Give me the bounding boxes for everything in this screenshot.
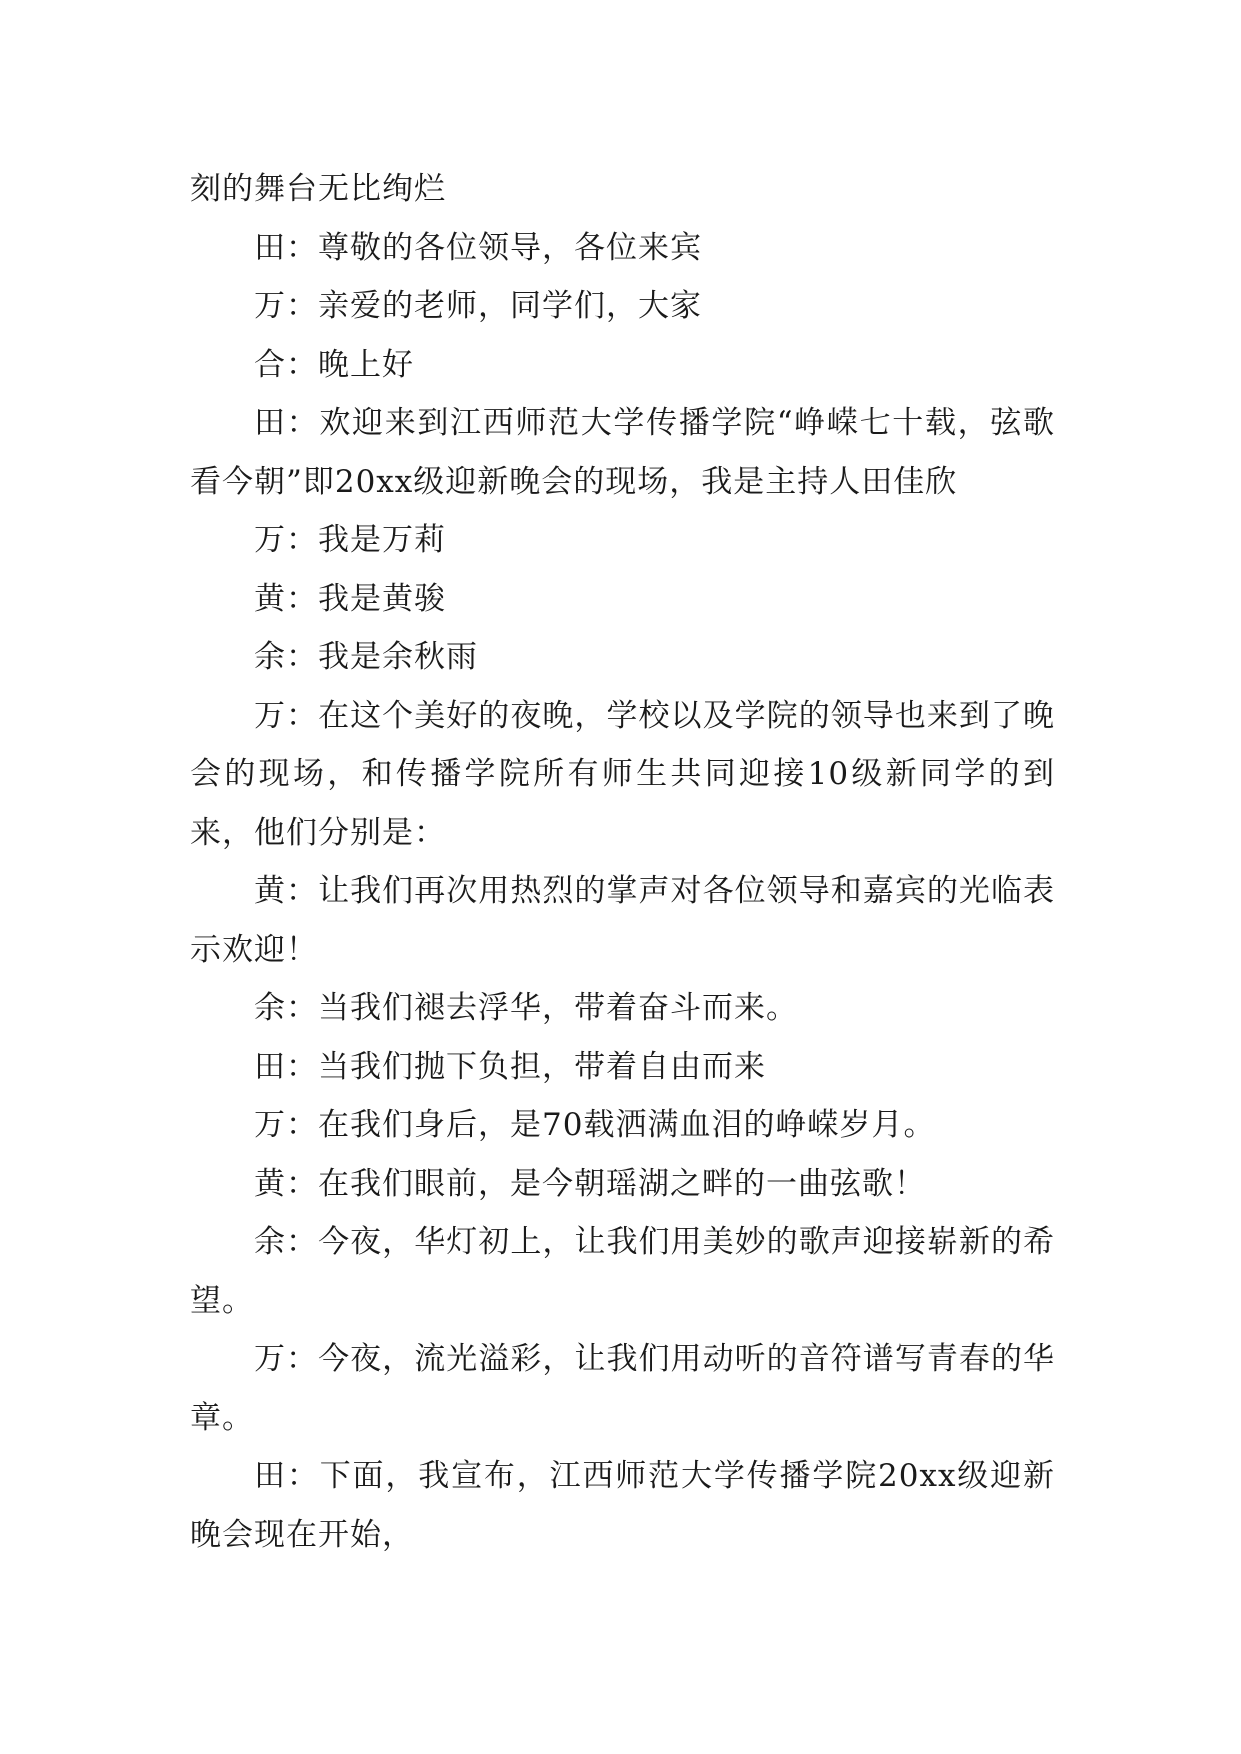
paragraph: 田：当我们抛下负担，带着自由而来	[254, 1048, 766, 1085]
paragraph: 余：当我们褪去浮华，带着奋斗而来。	[254, 990, 798, 1026]
paragraph: 万：我是万莉	[254, 522, 446, 558]
paragraph: 田：下面，我宣布，江西师范大学传播学院20xx级迎新晚会现在开始，	[190, 1458, 1055, 1553]
paragraph: 万：今夜，流光溢彩，让我们用动听的音符谱写青春的华章。	[190, 1341, 1055, 1436]
paragraph: 黄：让我们再次用热烈的掌声对各位领导和嘉宾的光临表示欢迎！	[190, 873, 1055, 968]
paragraph: 万：亲爱的老师，同学们，大家	[254, 288, 702, 324]
paragraph: 田：欢迎来到江西师范大学传播学院“峥嵘七十载，弦歌看今朝”即20xx级迎新晚会的现场，我是主持人田佳欣	[190, 405, 1055, 500]
paragraph: 余：我是余秋雨	[254, 639, 478, 675]
paragraph: 万：在我们身后，是70载洒满血泪的峥嵘岁月。	[254, 1107, 936, 1143]
document-body	[190, 160, 1055, 1564]
paragraph: 合：晚上好	[254, 346, 414, 383]
paragraph: 余：今夜，华灯初上，让我们用美妙的歌声迎接崭新的希望。	[190, 1224, 1055, 1319]
paragraph: 田：尊敬的各位领导，各位来宾	[254, 229, 702, 266]
paragraph: 万：在这个美好的夜晚，学校以及学院的领导也来到了晚会的现场，和传播学院所有师生共同迎接10级新同学的到来，他们分别是：	[190, 697, 1055, 851]
paragraph: 刻的舞台无比绚烂	[190, 171, 446, 207]
paragraph: 黄：我是黄骏	[254, 580, 446, 617]
paragraph: 黄：在我们眼前，是今朝瑶湖之畔的一曲弦歌！	[254, 1165, 926, 1202]
